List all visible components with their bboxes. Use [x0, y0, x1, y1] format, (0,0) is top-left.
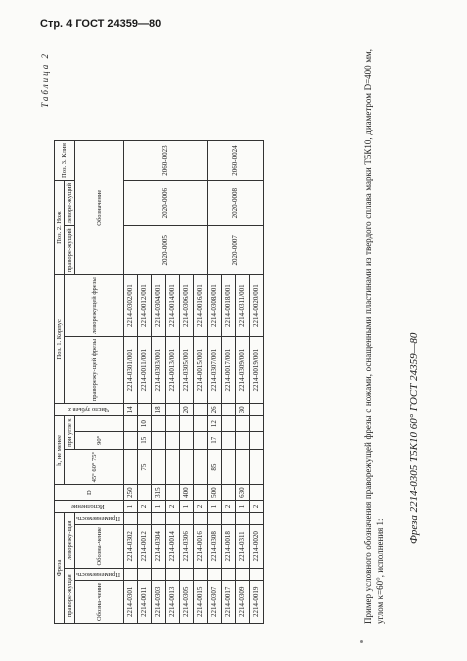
table-cell: 75 — [138, 449, 152, 485]
table-cell: 30 — [236, 404, 250, 416]
table-cell — [152, 431, 166, 449]
table-cell — [138, 568, 152, 580]
knife-cell: 2020-0006 — [124, 180, 208, 225]
table-cell: 1 — [152, 500, 166, 512]
example-formula: Фреза 2214-0305 Т5К10 60° ГОСТ 24359—80 — [408, 332, 420, 544]
table-cell — [236, 568, 250, 580]
table-cell: 2214-0014/001 — [166, 275, 180, 337]
table-cell — [124, 568, 138, 580]
table-cell — [180, 513, 194, 525]
head-prim-b: Применяемость — [75, 513, 124, 525]
head-h: h, не менее — [55, 416, 65, 485]
table-cell — [180, 431, 194, 449]
head-pos1: Поз. 1. Корпус — [55, 275, 65, 404]
table-cell: 2214-0017 — [222, 580, 236, 623]
table-cell — [250, 449, 264, 485]
table-cell — [166, 485, 180, 501]
table-cell — [194, 513, 208, 525]
table-caption: Таблица 2 — [40, 52, 50, 108]
table-cell: 2214-0307/001 — [208, 336, 222, 403]
table-cell: 2 — [222, 500, 236, 512]
table-cell: 2214-0016/001 — [194, 275, 208, 337]
table-cell — [166, 568, 180, 580]
table-cell: 2214-0309 — [236, 580, 250, 623]
table-cell — [222, 485, 236, 501]
head-pos3: Поз. 3. Клин — [55, 141, 75, 181]
table-cell: 2214-0306/001 — [180, 275, 194, 337]
example-text: Пример условного обозначения праворежущей фрезы с ножами, оснащенными пластинами из твердого сплава марки Т5К10, диаметром D=400 мм, углом κ=60°, исполнения 1: — [363, 49, 386, 624]
table-cell — [194, 568, 208, 580]
table-cell: 2214-0014 — [166, 525, 180, 568]
table-cell — [166, 449, 180, 485]
table-cell: 2214-0303/001 — [152, 336, 166, 403]
table-cell — [222, 416, 236, 431]
table-cell: 2214-0015 — [194, 580, 208, 623]
table-cell — [166, 431, 180, 449]
table-cell — [194, 485, 208, 501]
table-row — [208, 141, 222, 624]
table-cell: 17 — [208, 431, 222, 449]
knife-cell: 2020-0005 — [124, 226, 208, 275]
table-cell: 2214-0020 — [250, 525, 264, 568]
table-cell — [208, 568, 222, 580]
table-cell — [222, 404, 236, 416]
table-cell — [124, 416, 138, 431]
table-cell: 2214-0013 — [166, 580, 180, 623]
table-cell — [250, 513, 264, 525]
table-cell — [222, 513, 236, 525]
table-cell: 500 — [208, 485, 222, 501]
table-cell — [222, 449, 236, 485]
table-cell — [124, 431, 138, 449]
knife-cell: 2060-0023 — [124, 141, 208, 181]
table-cell: 2214-0019/001 — [250, 336, 264, 403]
table-cell: 2 — [138, 500, 152, 512]
table-cell: 2214-0012/001 — [138, 275, 152, 337]
head-isp: Исполнение — [55, 500, 124, 512]
table-cell — [138, 485, 152, 501]
table-cell: 12 — [208, 416, 222, 431]
specification-table — [54, 140, 264, 624]
table-cell — [194, 416, 208, 431]
table-cell: 2214-0308/001 — [208, 275, 222, 337]
table-cell — [194, 449, 208, 485]
head-prim-a: Применяемость — [75, 568, 124, 580]
knife-cell: 2020-0007 — [208, 226, 264, 275]
table-cell — [250, 485, 264, 501]
table-cell: 2214-0311/001 — [236, 275, 250, 337]
table-cell: 1 — [208, 500, 222, 512]
table-cell: 2214-0018/001 — [222, 275, 236, 337]
scan-speck — [360, 640, 363, 643]
table-cell: 2214-0011 — [138, 580, 152, 623]
head-pos2: Поз. 2. Нож — [55, 180, 65, 274]
table-cell: 2 — [250, 500, 264, 512]
table-cell: 2214-0311 — [236, 525, 250, 568]
table-cell: 85 — [208, 449, 222, 485]
table-row — [124, 141, 138, 624]
head-z: Число зубьев z — [55, 404, 124, 416]
table-cell: 1 — [236, 500, 250, 512]
table-cell — [152, 513, 166, 525]
table-cell — [194, 404, 208, 416]
table-cell — [180, 416, 194, 431]
table-cell — [222, 431, 236, 449]
table-cell: 14 — [124, 404, 138, 416]
table-cell — [222, 568, 236, 580]
table-cell — [166, 404, 180, 416]
table-cell: 1 — [124, 500, 138, 512]
table-cell: 2214-0017/001 — [222, 336, 236, 403]
head-D: D — [55, 485, 124, 501]
table-cell: 400 — [180, 485, 194, 501]
table-cell — [166, 513, 180, 525]
table-cell: 2214-0305/001 — [180, 336, 194, 403]
table-cell: 2214-0304/001 — [152, 275, 166, 337]
table-cell — [124, 449, 138, 485]
table-cell — [250, 404, 264, 416]
table-cell — [250, 416, 264, 431]
table-cell: 2214-0011/001 — [138, 336, 152, 403]
head-oboz2: Обозначение — [75, 141, 124, 275]
table-body — [124, 141, 264, 624]
head-u2a: 90° — [75, 431, 124, 449]
head-pos2a: праворе-жущий — [65, 226, 75, 275]
table-cell: 2214-0301/001 — [124, 336, 138, 403]
head-ugol: при угле κ — [65, 416, 75, 449]
table-cell: 630 — [236, 485, 250, 501]
table-cell: 2214-0308 — [208, 525, 222, 568]
table-cell: 2214-0301 — [124, 580, 138, 623]
table-cell: 2214-0303 — [152, 580, 166, 623]
table-cell — [180, 449, 194, 485]
table-cell: 1 — [180, 500, 194, 512]
table-cell — [180, 568, 194, 580]
head-pos1b: леворежущей фрезы — [65, 275, 124, 337]
table-cell — [166, 416, 180, 431]
table-cell: 250 — [124, 485, 138, 501]
head-freza: Фреза — [55, 513, 65, 624]
table-cell — [236, 449, 250, 485]
table-cell: 2214-0307 — [208, 580, 222, 623]
table-cell — [152, 416, 166, 431]
table-cell: 2214-0020/001 — [250, 275, 264, 337]
table-cell — [250, 568, 264, 580]
table-cell: 20 — [180, 404, 194, 416]
table-cell — [208, 513, 222, 525]
table-cell: 2214-0305 — [180, 580, 194, 623]
head-u2b — [75, 416, 124, 431]
table-cell: 2214-0306 — [180, 525, 194, 568]
table-cell: 315 — [152, 485, 166, 501]
table-cell — [138, 404, 152, 416]
table-cell: 15 — [138, 431, 152, 449]
table-cell — [250, 431, 264, 449]
knife-cell: 2060-0024 — [208, 141, 264, 181]
table-cell: 2214-0015/001 — [194, 336, 208, 403]
table-cell: 18 — [152, 404, 166, 416]
head-pos2b: леворе-жущий — [65, 180, 75, 225]
table-cell: 2214-0302/001 — [124, 275, 138, 337]
table-cell — [236, 513, 250, 525]
head-oboz-b: Обозна-чение — [75, 525, 124, 568]
head-pos1a: праворежу-щей фрезы — [65, 336, 124, 403]
table-cell: 2214-0309/001 — [236, 336, 250, 403]
table-cell: 2214-0018 — [222, 525, 236, 568]
head-prav: праворе-жущая — [65, 568, 75, 623]
head-lev: леворежу-щая — [65, 513, 75, 568]
table-cell: 26 — [208, 404, 222, 416]
table-cell — [124, 513, 138, 525]
table-cell — [236, 416, 250, 431]
page-header: Стр. 4 ГОСТ 24359—80 — [40, 18, 162, 30]
table-cell: 2214-0016 — [194, 525, 208, 568]
table-cell: 2214-0013/001 — [166, 336, 180, 403]
table-cell — [152, 568, 166, 580]
table-cell: 2214-0019 — [250, 580, 264, 623]
table-cell: 2214-0302 — [124, 525, 138, 568]
head-oboz-a: Обозна-чение — [75, 580, 124, 623]
table-cell — [236, 431, 250, 449]
table-cell — [194, 431, 208, 449]
knife-cell: 2020-0008 — [208, 180, 264, 225]
table-cell: 2 — [194, 500, 208, 512]
table-cell: 2 — [166, 500, 180, 512]
rotated-page-content — [40, 44, 440, 624]
table-cell: 2214-0012 — [138, 525, 152, 568]
head-u1: 45° 60° 75° — [65, 449, 124, 485]
table-cell: 2214-0304 — [152, 525, 166, 568]
table-cell — [152, 449, 166, 485]
table-cell: 10 — [138, 416, 152, 431]
table-cell — [138, 513, 152, 525]
